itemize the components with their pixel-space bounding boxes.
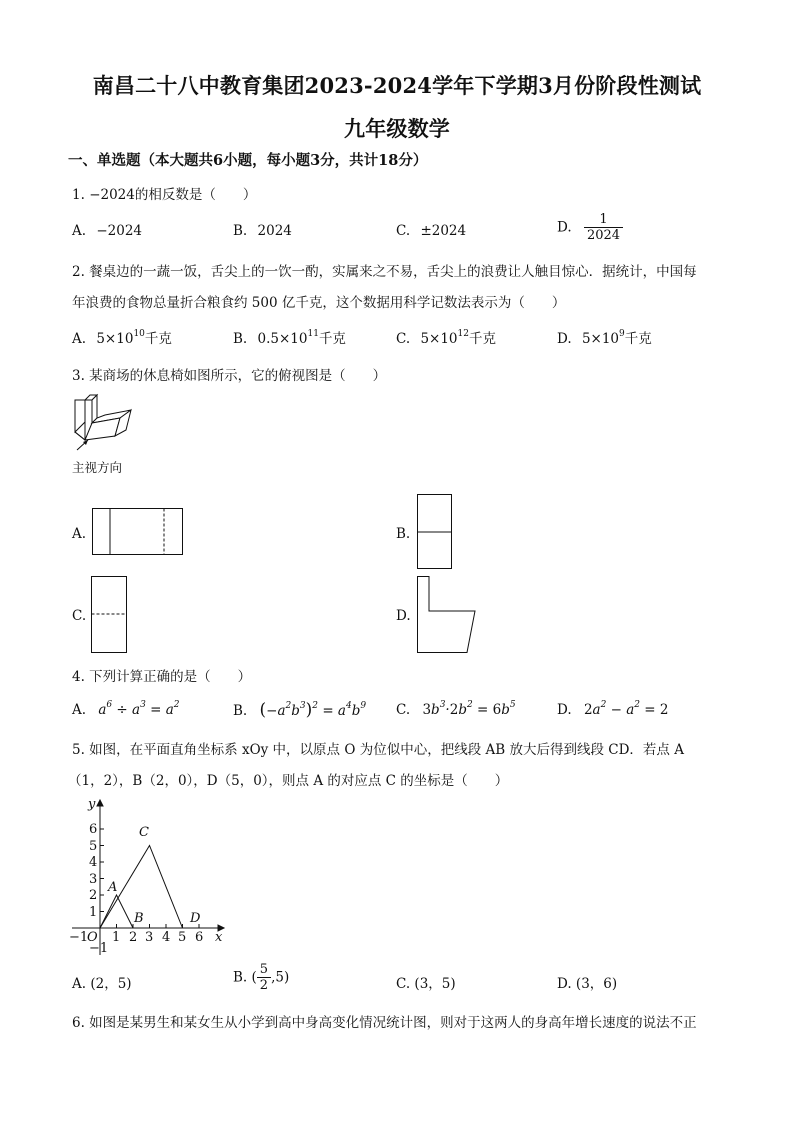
question-5-line-2: （1，2），B（2，0），D（5，0），则点 A 的对应点 C 的坐标是（ ） xyxy=(68,773,509,789)
option-a[interactable]: A. (2，5) xyxy=(72,976,132,992)
y-tick-label: 4 xyxy=(89,855,98,870)
option-label: A. xyxy=(72,331,87,347)
option-formula: $3b^3\cdot 2b^2 = 6b^5$ xyxy=(422,700,516,718)
option-label: C. xyxy=(396,223,411,239)
y-axis-label: y xyxy=(88,797,96,812)
option-b[interactable] xyxy=(233,962,289,993)
view-direction-caption: 主视方向 xyxy=(72,460,123,475)
fraction-numerator: 5 xyxy=(259,962,269,977)
option-b-figure[interactable] xyxy=(417,494,453,570)
option-d-figure[interactable] xyxy=(417,576,477,654)
y-tick-label: 6 xyxy=(89,822,98,837)
option-exponent: 12 xyxy=(457,329,469,339)
x-tick-label: 3 xyxy=(145,930,154,945)
fraction xyxy=(257,962,271,993)
page-subtitle: 九年级数学 xyxy=(344,116,450,141)
option-exponent: 9 xyxy=(619,329,625,339)
option-c[interactable] xyxy=(396,702,516,718)
option-d[interactable] xyxy=(557,702,669,718)
question-4: 4. 下列计算正确的是（ ） xyxy=(72,669,252,685)
origin-label: O xyxy=(87,930,98,945)
x-tick-label: 4 xyxy=(162,930,171,945)
y-tick-label: −1 xyxy=(89,941,109,956)
option-base: 0.5×10 xyxy=(257,331,308,347)
x-tick-label: 5 xyxy=(178,930,187,945)
option-suffix: ,5) xyxy=(271,969,290,986)
option-base: 5×10 xyxy=(420,331,458,347)
x-tick-label: 6 xyxy=(195,930,204,945)
fraction-numerator: 1 xyxy=(599,212,608,227)
option-b-label[interactable]: B. xyxy=(396,526,411,542)
option-formula: $(-a^2b^3)^2 = a^4b^9$ xyxy=(259,700,367,720)
y-tick-label: 5 xyxy=(89,839,98,854)
option-d[interactable] xyxy=(557,327,652,347)
option-label: D. xyxy=(557,702,572,718)
option-label: B. xyxy=(233,223,248,239)
option-b[interactable] xyxy=(233,223,292,239)
question-text: 的相反数是（ ） xyxy=(134,187,257,203)
option-unit: 千克 xyxy=(318,331,346,347)
option-a-figure[interactable] xyxy=(92,508,184,556)
option-c-label[interactable]: C. xyxy=(72,608,87,624)
point-a-label: A xyxy=(108,880,118,895)
option-c[interactable] xyxy=(396,327,496,347)
y-axis-arrow xyxy=(97,800,103,806)
point-c-label: C xyxy=(139,825,149,840)
option-d[interactable]: D. (3，6) xyxy=(557,976,618,992)
question-1 xyxy=(72,183,256,203)
question-2-line-1: 2. 餐桌边的一蔬一饭，舌尖上的一饮一酌，实属来之不易，舌尖上的浪费让人触目惊心．据统计，中国每 xyxy=(72,264,697,280)
question-number: 1. xyxy=(72,187,85,203)
x-tick-label: 2 xyxy=(129,930,138,945)
coordinate-graph xyxy=(66,792,236,962)
option-label: D. xyxy=(557,219,572,236)
question-5-line-1: 5. 如图，在平面直角坐标系 xOy 中，以原点 O 为位似中心，把线段 AB 放大后得到线段 CD．若点 A xyxy=(72,742,684,758)
option-prefix: B. ( xyxy=(233,969,257,986)
option-base: 5×10 xyxy=(96,331,134,347)
option-label: C. xyxy=(396,331,411,347)
question-3: 3. 某商场的休息椅如图所示，它的俯视图是（ ） xyxy=(72,368,387,384)
option-unit: 千克 xyxy=(624,331,652,347)
option-c[interactable] xyxy=(396,223,466,239)
page-title: 南昌二十八中教育集团2023-2024学年下学期3月份阶段性测试 xyxy=(92,73,702,98)
y-tick-label: 2 xyxy=(89,888,98,903)
option-label: B. xyxy=(233,331,248,347)
option-label: A. xyxy=(72,702,87,718)
section-heading: 一、单选题（本大题共6小题，每小题3分，共计18分） xyxy=(68,152,428,169)
question-2-line-2: 年浪费的食物总量折合粮食约 500 亿千克，这个数据用科学记数法表示为（ ） xyxy=(72,295,566,311)
option-b[interactable] xyxy=(233,327,346,347)
option-c[interactable]: C. (3，5) xyxy=(396,976,456,992)
option-value: −2024 xyxy=(96,223,143,239)
y-tick-label: 3 xyxy=(89,872,98,887)
y-tick-label: 1 xyxy=(89,905,98,920)
point-b-label: B xyxy=(134,911,144,926)
x-axis-label: x xyxy=(215,930,223,945)
chair-backrest-side xyxy=(75,400,85,432)
fraction-denominator: 2 xyxy=(257,977,271,993)
question-6: 6. 如图是某男生和某女生从小学到高中身高变化情况统计图，则对于这两人的身高年增长速度的说法不正 xyxy=(72,1015,697,1031)
option-label: C. xyxy=(396,702,411,718)
option-a[interactable] xyxy=(72,327,172,347)
question-expression: −2024 xyxy=(89,187,135,203)
option-label: D. xyxy=(557,331,572,347)
x-tick-label: −1 xyxy=(69,930,89,945)
option-d-label[interactable]: D. xyxy=(396,608,411,624)
option-value: ±2024 xyxy=(420,223,467,239)
x-tick-label: 1 xyxy=(112,930,121,945)
option-c-figure[interactable] xyxy=(91,576,128,654)
option-exponent: 11 xyxy=(307,329,319,339)
fraction-denominator: 2024 xyxy=(584,227,623,243)
option-a-label[interactable]: A. xyxy=(72,526,87,542)
option-base: 5×10 xyxy=(581,331,620,347)
fraction xyxy=(584,212,623,243)
option-b[interactable] xyxy=(233,700,366,720)
chair-illustration xyxy=(70,392,140,452)
option-unit: 千克 xyxy=(468,331,496,347)
option-a[interactable] xyxy=(72,223,142,239)
option-formula: $2a^2 - a^2 = 2$ xyxy=(583,700,669,718)
option-formula: $a^6 \div a^3 = a^2$ xyxy=(98,700,180,718)
option-exponent: 10 xyxy=(133,329,145,339)
option-d[interactable] xyxy=(557,212,623,243)
option-value: 2024 xyxy=(257,223,292,239)
point-d-label: D xyxy=(190,911,201,926)
option-unit: 千克 xyxy=(144,331,172,347)
option-label: B. xyxy=(233,703,248,719)
option-label: A. xyxy=(72,223,87,239)
option-a[interactable] xyxy=(72,702,180,718)
